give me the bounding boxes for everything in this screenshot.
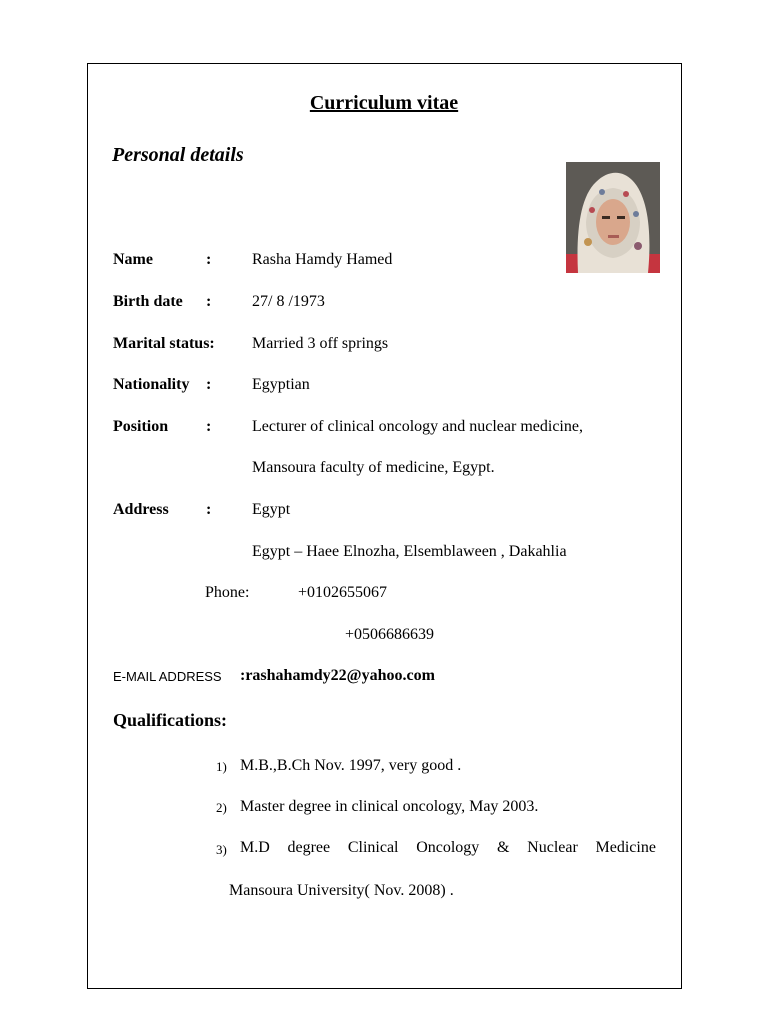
personal-details-heading: Personal details bbox=[112, 144, 244, 166]
position-value: Lecturer of clinical oncology and nuclear medicine, bbox=[252, 418, 583, 435]
email-value: :rashahamdy22@yahoo.com bbox=[240, 667, 435, 684]
nationality-value: Egyptian bbox=[252, 376, 310, 393]
birth-date-label: Birth date bbox=[113, 293, 183, 310]
qualification-2-number: 2) bbox=[216, 800, 227, 815]
phone-number-1: +0102655067 bbox=[298, 584, 388, 601]
position-colon: : bbox=[206, 418, 212, 435]
name-label: Name bbox=[113, 251, 153, 268]
qualifications-heading: Qualifications: bbox=[113, 710, 228, 730]
qualification-3-justified-line bbox=[240, 839, 656, 857]
position-value-line2: Mansoura faculty of medicine, Egypt. bbox=[252, 459, 495, 476]
qualification-3-text-line2: Mansoura University( Nov. 2008) . bbox=[229, 882, 454, 899]
nationality-label: Nationality bbox=[113, 376, 190, 393]
name-value: Rasha Hamdy Hamed bbox=[252, 251, 393, 268]
document-title: Curriculum vitae bbox=[309, 92, 459, 114]
nationality-colon: : bbox=[206, 376, 212, 393]
qualification-1-number: 1) bbox=[216, 759, 227, 774]
qualification-3-word: Medicine bbox=[595, 839, 656, 856]
phone-label: Phone: bbox=[205, 584, 250, 601]
address-value-line2: Egypt – Haee Elnozha, Elsemblaween , Dakahlia bbox=[252, 543, 567, 560]
marital-status-label: Marital status: bbox=[113, 335, 215, 352]
qualification-2-text: Master degree in clinical oncology, May 2003. bbox=[240, 798, 539, 815]
phone-number-2: +0506686639 bbox=[345, 626, 435, 643]
qualification-3-word: degree bbox=[287, 839, 331, 856]
qualification-3-number: 3) bbox=[216, 842, 227, 857]
qualification-3-word: & bbox=[497, 839, 510, 856]
address-colon: : bbox=[206, 501, 212, 518]
address-value: Egypt bbox=[252, 501, 291, 518]
qualification-3-text bbox=[240, 839, 656, 857]
birth-date-value: 27/ 8 /1973 bbox=[252, 293, 325, 310]
position-label: Position bbox=[113, 418, 169, 435]
name-colon: : bbox=[206, 251, 212, 268]
qualification-3-word: Clinical bbox=[347, 839, 399, 856]
email-label: E-MAIL ADDRESS bbox=[113, 669, 222, 684]
birth-date-colon: : bbox=[206, 293, 212, 310]
qualification-3-word: Oncology bbox=[416, 839, 480, 856]
qualification-3-word: M.D bbox=[240, 839, 270, 856]
address-label: Address bbox=[113, 501, 169, 518]
portrait-photo bbox=[566, 162, 660, 273]
portrait-icon bbox=[566, 162, 660, 273]
marital-status-value: Married 3 off springs bbox=[252, 335, 389, 352]
qualification-1-text: M.B.,B.Ch Nov. 1997, very good . bbox=[240, 757, 462, 774]
qualification-3-word: Nuclear bbox=[527, 839, 578, 856]
